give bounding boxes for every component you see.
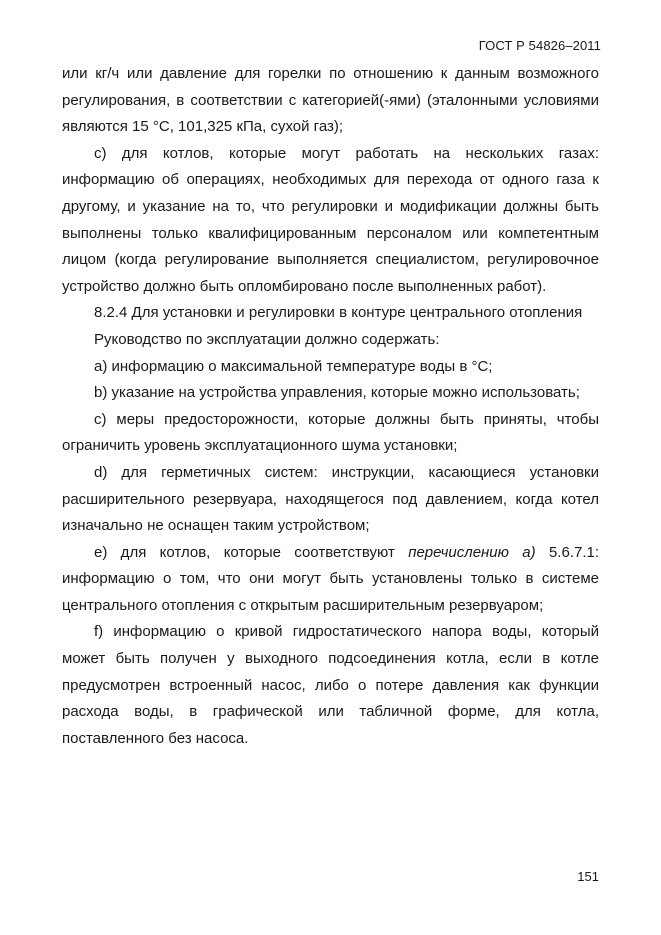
paragraph-continuation: или кг/ч или давление для горелки по отношению к данным возможного регулирования, в соответствии с категорией(-ями) (эталонными условиями являются 15 °С, 101,325 кПа, сухой газ); — [62, 65, 599, 136]
list-item-e — [62, 540, 599, 620]
section-heading-8-2-4: 8.2.4 Для установки и регулировки в контуре центрального отопления — [94, 304, 583, 322]
manual-contents-intro: Руководство по эксплуатации должно содержать: — [94, 330, 440, 348]
list-item-b: b) указание на устройства управления, которые можно использовать; — [94, 384, 580, 402]
list-item-e-text-before: e) для котлов, которые соответствуют — [94, 543, 409, 561]
list-item-a: a) информацию о максимальной температуре воды в °С; — [94, 357, 493, 375]
list-item-e-text-after: 5.6.7.1: информацию о том, что они могут быть установлены только в системе центрального отопления с открытым расширительным резервуаром; — [62, 543, 599, 614]
page-body — [62, 61, 599, 752]
document-standard-number: ГОСТ Р 54826–2011 — [478, 38, 601, 53]
list-item-f: f) информацию о кривой гидростатического напора воды, который может быть получен у выходного подсоединения котла, если в котле предусмотрен встроенный насос, либо о потере давления как функции расхода воды, в графической или табличной форме, для котла, поставленного без насоса. — [62, 623, 599, 747]
list-item-e-reference: перечислению а) — [408, 543, 536, 561]
page-number: 151 — [577, 869, 599, 884]
list-item-d: d) для герметичных систем: инструкции, касающиеся установки расширительного резервуара, находящегося под давлением, когда котел изначально не оснащен таким устройством; — [62, 463, 599, 535]
list-item-c: c) меры предосторожности, которые должны быть приняты, чтобы ограничить уровень эксплуатационного шума установки; — [62, 410, 599, 455]
list-item-c-multi-gas: c) для котлов, которые могут работать на нескольких газах: информацию об операциях, необходимых для перехода от одного газа к другому, и указание на то, что регулировки и модификации должны быть выполнены только квалифицированным персоналом или компетентным лицом (когда регулирование выполняется специалистом, регулировочное устройство должно быть опломбировано после выполненных работ). — [62, 144, 599, 295]
